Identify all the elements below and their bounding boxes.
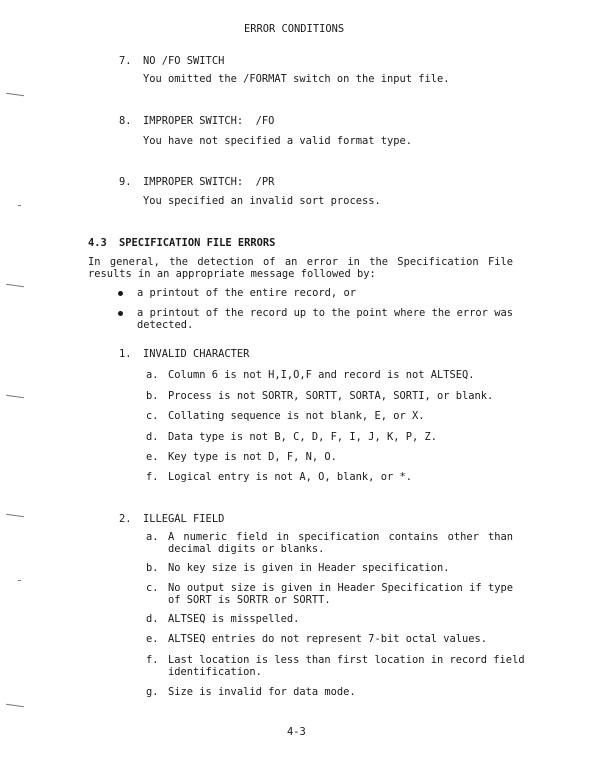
item-number: 9. bbox=[119, 176, 132, 188]
sub-item-letter: c. bbox=[146, 410, 159, 422]
bullet-text: detected. bbox=[137, 319, 194, 331]
intro-line: In general, the detection of an error in the Specification File bbox=[88, 256, 513, 268]
sub-item-text: Collating sequence is not blank, E, or X. bbox=[168, 410, 425, 422]
sub-item-text: A numeric field in specification contains other than bbox=[168, 531, 513, 543]
sub-item-text: identification. bbox=[168, 666, 262, 678]
scan-mark bbox=[18, 205, 21, 206]
item-number: 2. bbox=[119, 513, 132, 525]
intro-line: results in an appropriate message followed by: bbox=[88, 268, 376, 280]
sub-item-letter: f. bbox=[146, 654, 159, 666]
section-title: SPECIFICATION FILE ERRORS bbox=[119, 237, 276, 249]
page-header: ERROR CONDITIONS bbox=[244, 23, 345, 35]
sub-item-letter: c. bbox=[146, 582, 159, 594]
item-title: INVALID CHARACTER bbox=[143, 348, 250, 360]
sub-item-letter: d. bbox=[146, 613, 159, 625]
sub-item-letter: d. bbox=[146, 431, 159, 443]
item-number: 7. bbox=[119, 55, 132, 67]
sub-item-text: decimal digits or blanks. bbox=[168, 543, 325, 555]
sub-item-text: No key size is given in Header specification. bbox=[168, 562, 450, 574]
item-title: NO /FO SWITCH bbox=[143, 55, 225, 67]
sub-item-text: Column 6 is not H,I,O,F and record is not ALTSEQ. bbox=[168, 369, 475, 381]
sub-item-letter: e. bbox=[146, 451, 159, 463]
sub-item-text: of SORT is SORTR or SORTT. bbox=[168, 594, 331, 606]
bullet-text: a printout of the record up to the point where the error was bbox=[137, 307, 513, 319]
item-number: 1. bbox=[119, 348, 132, 360]
scan-mark bbox=[6, 93, 24, 96]
bullet-icon bbox=[118, 311, 123, 316]
sub-item-text: Size is invalid for data mode. bbox=[168, 686, 356, 698]
item-title: ILLEGAL FIELD bbox=[143, 513, 225, 525]
sub-item-text: ALTSEQ entries do not represent 7-bit octal values. bbox=[168, 633, 488, 645]
sub-item-letter: g. bbox=[146, 686, 159, 698]
sub-item-text: Logical entry is not A, O, blank, or *. bbox=[168, 471, 412, 483]
scan-mark bbox=[6, 395, 24, 398]
sub-item-text: ALTSEQ is misspelled. bbox=[168, 613, 300, 625]
scan-mark bbox=[6, 284, 24, 287]
scan-mark bbox=[18, 580, 21, 581]
item-title: IMPROPER SWITCH: /FO bbox=[143, 115, 275, 127]
sub-item-text: No output size is given in Header Specification if type bbox=[168, 582, 513, 594]
sub-item-text: Last location is less than first location in record field bbox=[168, 654, 525, 666]
sub-item-text: Process is not SORTR, SORTT, SORTA, SORTI, or blank. bbox=[168, 390, 494, 402]
item-description: You specified an invalid sort process. bbox=[143, 195, 381, 207]
scan-mark bbox=[6, 704, 24, 707]
sub-item-letter: e. bbox=[146, 633, 159, 645]
sub-item-letter: a. bbox=[146, 531, 159, 543]
sub-item-letter: b. bbox=[146, 562, 159, 574]
item-description: You omitted the /FORMAT switch on the input file. bbox=[143, 73, 450, 85]
item-title: IMPROPER SWITCH: /PR bbox=[143, 176, 275, 188]
sub-item-letter: b. bbox=[146, 390, 159, 402]
bullet-icon bbox=[118, 291, 123, 296]
item-description: You have not specified a valid format type. bbox=[143, 135, 412, 147]
sub-item-text: Key type is not D, F, N, O. bbox=[168, 451, 337, 463]
sub-item-text: Data type is not B, C, D, F, I, J, K, P, Z. bbox=[168, 431, 437, 443]
section-number: 4.3 bbox=[88, 237, 107, 249]
page-number: 4-3 bbox=[287, 726, 306, 738]
item-number: 8. bbox=[119, 115, 132, 127]
bullet-text: a printout of the entire record, or bbox=[137, 287, 356, 299]
scan-mark bbox=[6, 514, 24, 517]
sub-item-letter: a. bbox=[146, 369, 159, 381]
sub-item-letter: f. bbox=[146, 471, 159, 483]
